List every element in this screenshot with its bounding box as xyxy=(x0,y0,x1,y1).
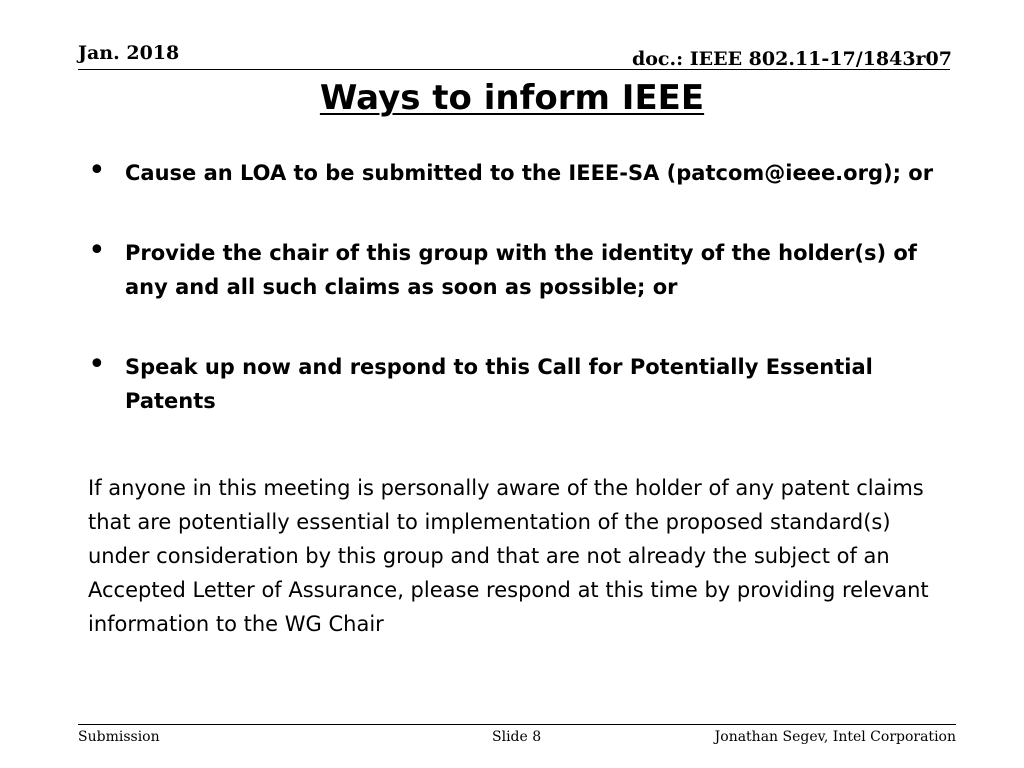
header-date: Jan. 2018 xyxy=(78,42,180,64)
footer-submission: Submission xyxy=(78,729,160,745)
bullet-item xyxy=(88,347,948,418)
bullet-icon: • xyxy=(88,153,106,188)
body-paragraph: If anyone in this meeting is personally aware of the holder of any patent claims that are potentially essential to implementation of the proposed standard(s) under consideration by this group and that are not already the subject of an Accepted Letter of Assurance, please respond at this time by providing relevant information to the WG Chair xyxy=(88,476,929,636)
bullet-text: Cause an LOA to be submitted to the IEEE-SA (patcom@ieee.org); or xyxy=(125,161,934,185)
bullet-list xyxy=(88,153,948,464)
bullet-icon: • xyxy=(88,233,106,268)
footer-divider xyxy=(78,724,956,725)
bullet-icon: • xyxy=(88,347,106,382)
slide-title xyxy=(0,74,1024,122)
bullet-text: Provide the chair of this group with the identity of the holder(s) of any and all such claims as soon as possible; or xyxy=(125,241,917,299)
bullet-item xyxy=(88,233,948,304)
slide-number: Slide 8 xyxy=(492,729,542,745)
footer-author: Jonathan Segev, Intel Corporation xyxy=(714,729,956,745)
slide-title-text: Ways to inform IEEE xyxy=(319,78,705,118)
bullet-text: Speak up now and respond to this Call for Potentially Essential Patents xyxy=(125,355,873,413)
document-id: doc.: IEEE 802.11-17/1843r07 xyxy=(631,48,952,70)
header-divider xyxy=(78,69,950,70)
bullet-item xyxy=(88,153,948,190)
